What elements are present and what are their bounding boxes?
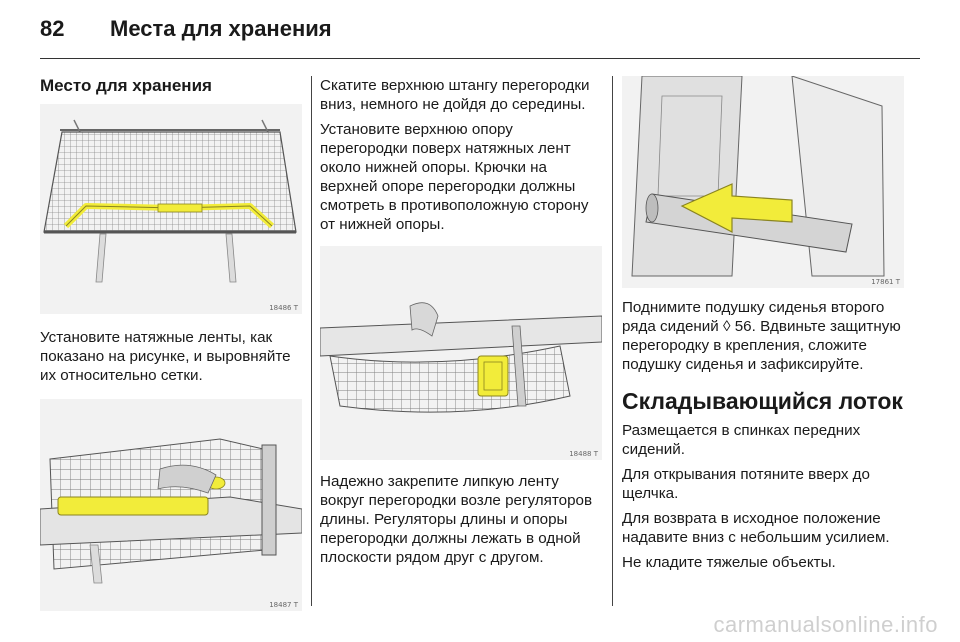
running-title: Места для хранения xyxy=(110,16,332,41)
figure-partition-insert xyxy=(622,76,904,288)
paragraph-with-reference xyxy=(622,298,904,374)
net-strap-illustration xyxy=(40,399,302,611)
partition-insert-illustration xyxy=(622,76,904,288)
watermark: carmanualsonline.info xyxy=(713,612,938,637)
figure-id: 17861 T xyxy=(871,278,900,286)
figure-id: 18486 T xyxy=(269,304,298,312)
paragraph: Установите натяжные ленты, как показано на рисунке, и выровняйте их относительно сетки. xyxy=(40,329,291,384)
paragraph: Размещается в спинках передних сидений. xyxy=(622,422,861,458)
header-rule xyxy=(40,58,920,59)
figure-id: 18488 T xyxy=(569,450,598,458)
paragraph: Надежно закрепите липкую ленту вокруг перегородки возле регуляторов длины. Регуляторы длины и опоры перегородки должны лежать в одной плоскости рядом друг с другом. xyxy=(320,473,593,566)
column-2 xyxy=(320,76,602,573)
paragraph: Для возврата в исходное положение надавите вниз с небольшим усилием. xyxy=(622,510,890,546)
column-3 xyxy=(622,76,904,578)
paragraph: Установите верхнюю опору перегородки поверх натяжных лент около нижней опоры. Крючки на верхней опоре перегородки должны смотреть в противоположную сторону от нижней опоры. xyxy=(320,121,589,233)
paragraph: Скатите верхнюю штангу перегородки вниз, немного не дойдя до середины. xyxy=(320,77,590,113)
cargo-net-illustration xyxy=(40,104,302,314)
paragraph: Не кладите тяжелые объекты. xyxy=(622,554,836,571)
paragraph-text: 56. Вдвиньте защитную перегородку в крепления, сложите подушку сиденья и зафиксируйте. xyxy=(622,318,901,373)
page-header xyxy=(40,16,332,46)
page-number: 82 xyxy=(40,16,65,41)
column-divider-2 xyxy=(612,76,613,606)
column-divider-1 xyxy=(311,76,312,606)
figure-cargo-net xyxy=(40,104,302,314)
column-1 xyxy=(40,76,302,611)
figure-id: 18487 T xyxy=(269,601,298,609)
page-reference-icon: ◊ xyxy=(723,318,731,335)
paragraph: Для открывания потяните вверх до щелчка. xyxy=(622,466,870,502)
paragraph-text: Поднимите подушку сиденья второго ряда сидений xyxy=(622,299,885,335)
figure-net-strap-closeup xyxy=(40,399,302,611)
figure-partition-velcro xyxy=(320,246,602,460)
section-heading-storage: Место для хранения xyxy=(40,76,212,95)
partition-velcro-illustration xyxy=(320,246,602,460)
section-heading-folding-tray: Складывающийся лоток xyxy=(622,388,903,414)
